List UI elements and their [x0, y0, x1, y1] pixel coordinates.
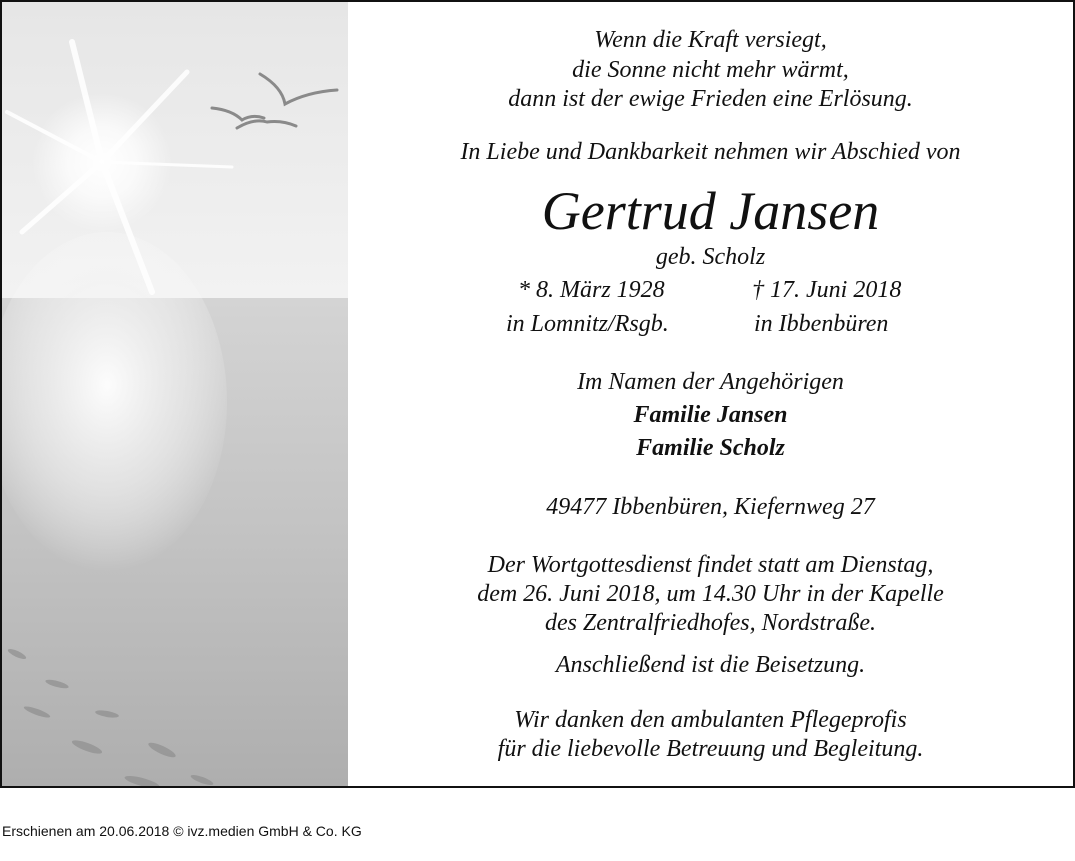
- service-line: dem 26. Juni 2018, um 14.30 Uhr in der Kapelle: [477, 581, 944, 607]
- died-place: in Ibbenbüren: [754, 311, 889, 337]
- birth-name: geb. Scholz: [655, 244, 766, 270]
- burial-line: Anschließend ist die Beisetzung.: [555, 652, 866, 678]
- died-date: † 17. Juni 2018: [752, 277, 902, 303]
- born-place: in Lomnitz/Rsgb.: [506, 311, 669, 337]
- family-name: Familie Scholz: [636, 435, 785, 461]
- intro-line: In Liebe und Dankbarkeit nehmen wir Abschied von: [460, 139, 961, 165]
- poem-line: die Sonne nicht mehr wärmt,: [572, 57, 849, 83]
- thanks-line: für die liebevolle Betreuung und Begleitung.: [497, 736, 924, 762]
- poem-line: Wenn die Kraft versiegt,: [594, 27, 827, 53]
- notice-text: [348, 2, 1073, 786]
- publication-footer: Erschienen am 20.06.2018 © ivz.medien GmbH & Co. KG: [2, 823, 362, 839]
- address: 49477 Ibbenbüren, Kiefernweg 27: [546, 494, 875, 520]
- sunset-sea-image: [2, 2, 348, 786]
- born-date: * 8. März 1928: [518, 277, 665, 303]
- service-line: des Zentralfriedhofes, Nordstraße.: [544, 610, 877, 636]
- service-line: Der Wortgottesdienst findet statt am Dienstag,: [487, 552, 934, 578]
- family-name: Familie Jansen: [633, 402, 788, 428]
- poem-line: dann ist der ewige Frieden eine Erlösung.: [508, 86, 913, 112]
- deceased-name: Gertrud Jansen: [541, 181, 880, 241]
- thanks-line: Wir danken den ambulanten Pflegeprofis: [514, 707, 907, 733]
- mourners-intro: Im Namen der Angehörigen: [577, 369, 844, 395]
